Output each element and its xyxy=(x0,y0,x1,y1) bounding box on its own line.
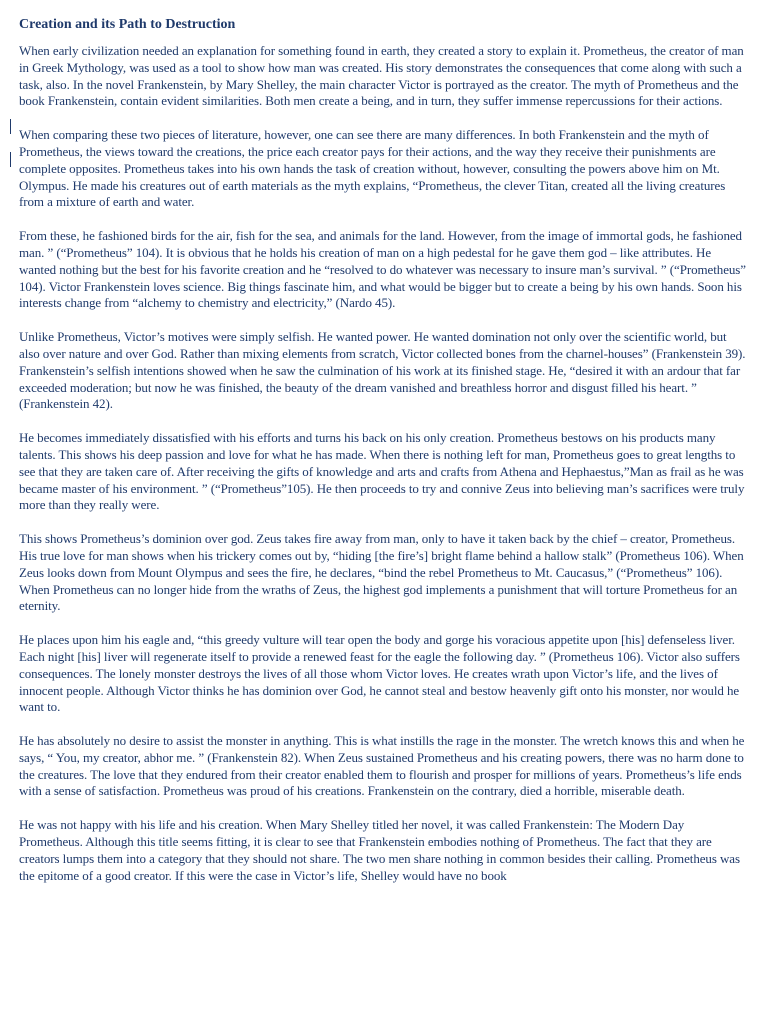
paragraph-6: This shows Prometheus’s dominion over god. Zeus takes fire away from man, only to have it taken back by the chief – creator, Prometheus. His true love for man shows when his trickery comes out by, “hiding [the fire’s] bright flame behind a hallow stalk” (Prometheus 106). When Zeus looks down from Mount Olympus and sees the fire, he declares, “bind the rebel Prometheus to Mt. Caucasus,” (“Prometheus” 106). When Prometheus can no longer hide from the wraths of Zeus, the highest god implements a punishment that will torture Prometheus for an eternity. xyxy=(19,531,744,614)
change-bar-mark xyxy=(10,119,11,134)
change-bar-mark xyxy=(10,152,11,167)
paragraph-8: He has absolutely no desire to assist the monster in anything. This is what instills the rage in the monster. The wretch knows this and when he says, “ You, my creator, abhor me. ” (Frankenstein 82). When Zeus sustained Prometheus and his creating powers, there was no harm done to the creatures. The love that they endured from their creator enabled them to flourish and prosper for millions of years. Prometheus’s life ends with a sense of satisfaction. Prometheus was proud of his creations. Frankenstein on the contrary, died a horrible, miserable death. xyxy=(19,733,745,799)
paragraph-7: He places upon him his eagle and, “this greedy vulture will tear open the body and gorge his voracious appetite upon [his] defenseless liver. Each night [his] liver will regenerate itself to provide a renewed feast for the eagle the following day. ” (Prometheus 106). Victor also suffers consequences. The lonely monster destroys the lives of all those whom Victor loves. He creates wrath upon Victor’s life, and the lives of innocent people. Although Victor thinks he has dominion over God, he cannot steal and bestow heavenly gift onto his monster, nor would he want to. xyxy=(19,632,740,715)
paragraph-5: He becomes immediately dissatisfied with his efforts and turns his back on his only creation. Prometheus bestows on his products many talents. This shows his deep passion and love for what he has made. When there is nothing left for man, Prometheus goes to great lengths to see that they are taken care of. After receiving the gifts of knowledge and arts and crafts from Athena and Hephaestus,”Man as frail as he was became master of his environment. ” (“Prometheus”105). He then proceeds to try and connive Zeus into believing man’s sacrifices were truly more than they really were. xyxy=(19,430,745,513)
paragraph-3: From these, he fashioned birds for the air, fish for the sea, and animals for the land. However, from the image of immortal gods, he fashioned man. ” (“Prometheus” 104). It is obvious that he holds his creation of man on a high pedestal for he gave them god – like attributes. He wanted nothing but the best for his favorite creation and he “resolved to do whatever was necessary to insure man’s survival. ” (“Prometheus” 104). Victor Frankenstein loves science. Big things fascinate him, and what would be bigger but to create a being by his own hands. Soon his interests change from “alchemy to chemistry and electricity,” (Nardo 45). xyxy=(19,228,746,311)
paragraph-4: Unlike Prometheus, Victor’s motives were simply selfish. He wanted power. He wanted domination not only over the scientific world, but also over nature and over God. Rather than mixing elements from scratch, Victor collected bones from the charnel-houses” (Frankenstein 39). Frankenstein’s selfish intentions showed when he saw the culmination of his work at its finished stage. He, “desired it with an ardour that far exceeded moderation; but now he was finished, the beauty of the dream vanished and breathless horror and disgust filled his heart. ” (Frankenstein 42). xyxy=(19,329,746,412)
document-title: Creation and its Path to Destruction xyxy=(19,17,236,32)
paragraph-2: When comparing these two pieces of literature, however, one can see there are many differences. In both Frankenstein and the myth of Prometheus, the views toward the creations, the price each creator pays for their actions, and the way they receive their punishments are complete opposites. Prometheus takes into his own hands the task of creation without, however, consulting the powers above him on Mt. Olympus. He made his creatures out of earth materials as the myth explains, “Prometheus, the clever Titan, created all the living creatures from a mixture of earth and water. xyxy=(19,127,726,210)
paragraph-1: When early civilization needed an explanation for something found in earth, they created a story to explain it. Prometheus, the creator of man in Greek Mythology, was used as a tool to show how man was created. His story demonstrates the consequences that come along with such a task, also. In the novel Frankenstein, by Mary Shelley, the main character Victor is portrayed as the creator. The myth of Prometheus and the book Frankenstein, contain evident similarities. Both men create a being, and in turn, they suffer immense repercussions for their actions. xyxy=(19,43,744,109)
paragraph-9: He was not happy with his life and his creation. When Mary Shelley titled her novel, it was called Frankenstein: The Modern Day Prometheus. Although this title seems fitting, it is clear to see that Frankenstein embodies nothing of Prometheus. The fact that they are creators lumps them into a category that they should not share. The two men share nothing in common besides their calling. Prometheus was the epitome of a good creator. If this were the case in Victor’s life, Shelley would have no book xyxy=(19,817,740,883)
